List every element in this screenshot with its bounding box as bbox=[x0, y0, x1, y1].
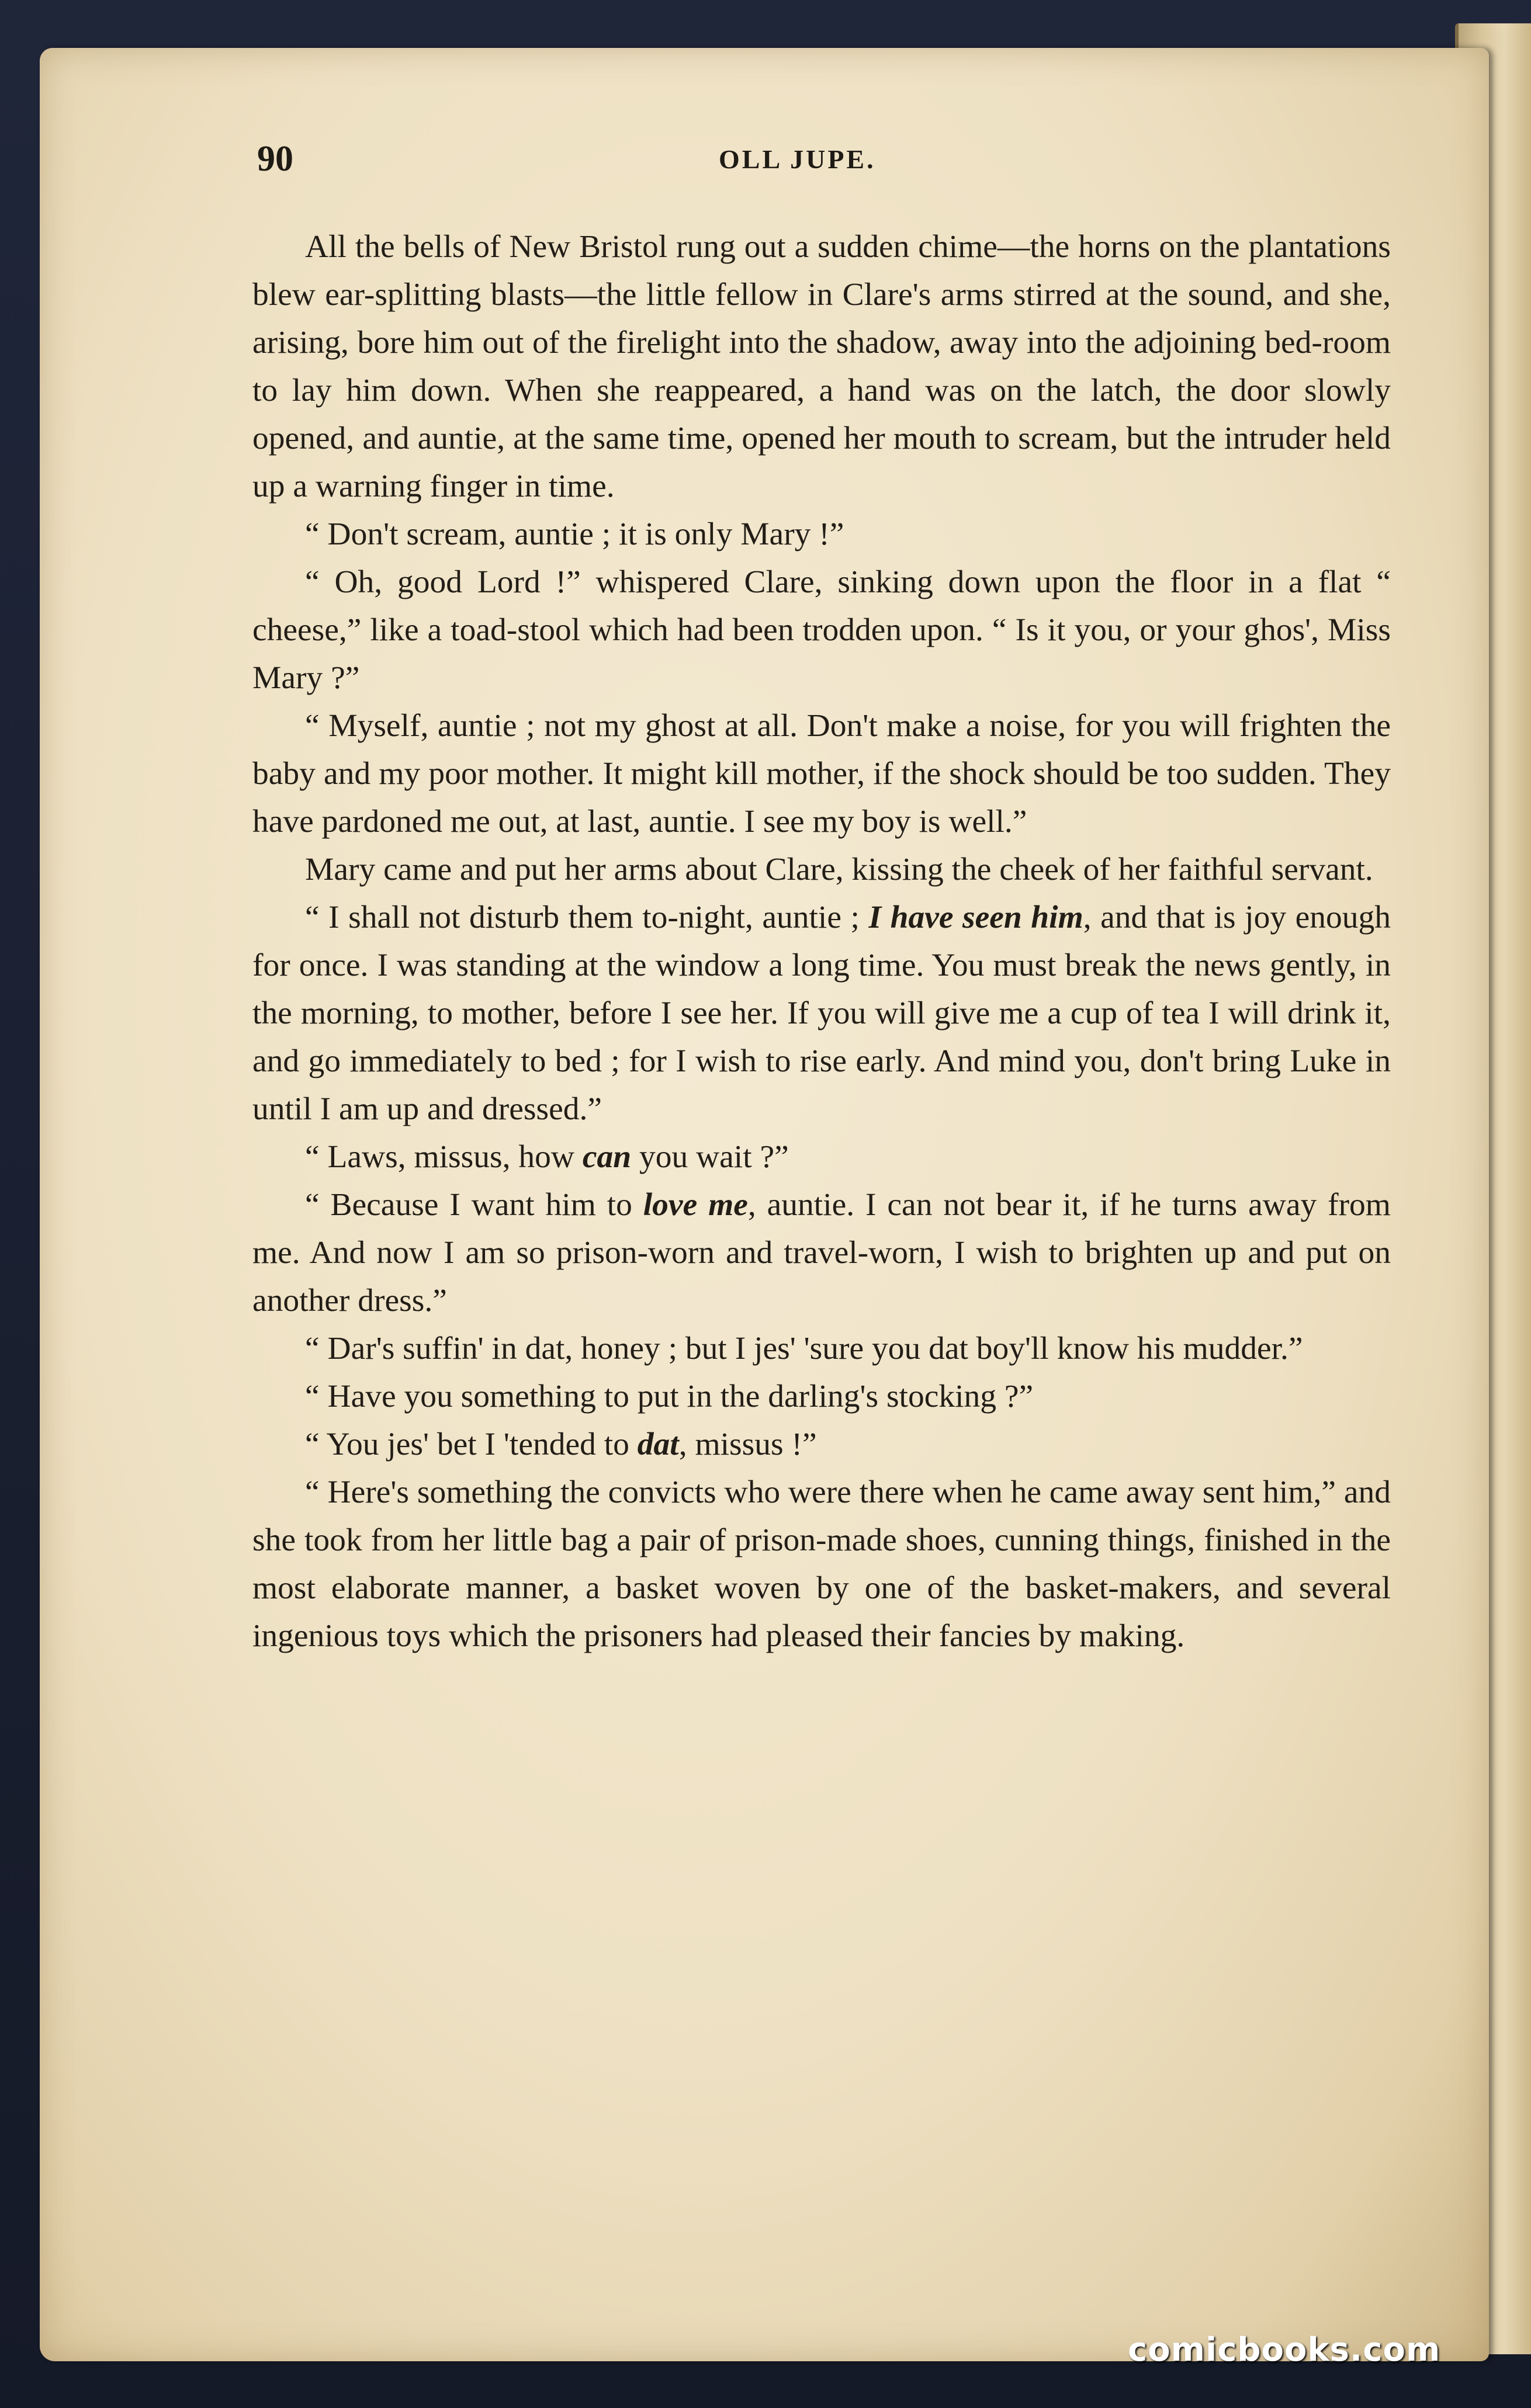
page-number: 90 bbox=[257, 139, 293, 179]
italic-text-run: love me bbox=[643, 1187, 748, 1223]
text-run: , auntie. I can not bear it, if he turns away from me. And now I am so prison-worn and travel-worn, I wish to brighten up and put on another dress.” bbox=[252, 1187, 1391, 1318]
text-run: “ Myself, auntie ; not my ghost at all. Don't make a noise, for you will frighten the baby and my poor mother. It might kill mother, if the shock should be too sudden. They have pardoned me out, at last, auntie. I see my boy is well.” bbox=[252, 708, 1391, 839]
text-run: “ Oh, good Lord !” whispered Clare, sinking down upon the floor in a flat “ cheese,” like a toad-stool which had been trodden upon. “ Is it you, or your ghos', Miss Mary ?” bbox=[252, 564, 1391, 696]
page-header bbox=[257, 136, 1367, 182]
paragraph bbox=[252, 1181, 1391, 1325]
paragraph bbox=[252, 894, 1391, 1133]
text-run: “ Have you something to put in the darling's stocking ?” bbox=[305, 1379, 1034, 1414]
text-run: “ Laws, missus, how bbox=[305, 1139, 583, 1175]
paragraph bbox=[252, 1373, 1391, 1421]
running-head: OLL JUPE. bbox=[719, 144, 876, 174]
watermark: comicbooks.com bbox=[1128, 2331, 1441, 2369]
body-text bbox=[252, 223, 1391, 1660]
text-run: you wait ?” bbox=[631, 1139, 789, 1175]
text-run: “ Dar's suffin' in dat, honey ; but I jes' 'sure you dat boy'll know his mudder.” bbox=[305, 1331, 1303, 1366]
text-run: “ Here's something the convicts who were there when he came away sent him,” and she took from her little bag a pair of prison-made shoes, cunning things, finished in the most elaborate manner, a basket woven by one of the basket-makers, and several ingenious toys which the prisoners had pleased their fancies by making. bbox=[252, 1474, 1391, 1654]
paragraph bbox=[252, 223, 1391, 511]
text-run: , missus !” bbox=[678, 1427, 817, 1462]
paragraph bbox=[252, 702, 1391, 846]
paragraph bbox=[252, 1469, 1391, 1660]
paragraph bbox=[252, 1133, 1391, 1181]
italic-text-run: can bbox=[582, 1139, 632, 1175]
text-run: “ Because I want him to bbox=[305, 1187, 643, 1223]
paragraph bbox=[252, 846, 1391, 894]
text-run: “ Don't scream, auntie ; it is only Mary !” bbox=[305, 516, 844, 552]
text-run: “ I shall not disturb them to-night, auntie ; bbox=[305, 900, 869, 935]
text-run: , and that is joy enough for once. I was standing at the window a long time. You must break the news gently, in the morning, to mother, before I see her. If you will give me a cup of tea I will drink it, and go immediately to bed ; for I wish to rise early. And mind you, don't bring Luke in until I am up and dressed.” bbox=[252, 900, 1391, 1127]
text-run: All the bells of New Bristol rung out a sudden chime—the horns on the plantations blew ear-splitting blasts—the little fellow in Clare's arms stirred at the sound, and she, arising, bore him out of the firelight into the shadow, away into the adjoining bed-room to lay him down. When she reappeared, a hand was on the latch, the door slowly opened, and auntie, at the same time, opened her mouth to scream, but the intruder held up a warning finger in time. bbox=[252, 229, 1391, 504]
paragraph bbox=[252, 1325, 1391, 1373]
paragraph bbox=[252, 511, 1391, 558]
paragraph bbox=[252, 558, 1391, 702]
text-run: Mary came and put her arms about Clare, kissing the cheek of her faithful servant. bbox=[305, 852, 1373, 887]
text-run: “ You jes' bet I 'tended to bbox=[305, 1427, 638, 1462]
paragraph bbox=[252, 1421, 1391, 1469]
italic-text-run: dat bbox=[637, 1427, 679, 1462]
italic-text-run: I have seen him bbox=[868, 900, 1083, 935]
